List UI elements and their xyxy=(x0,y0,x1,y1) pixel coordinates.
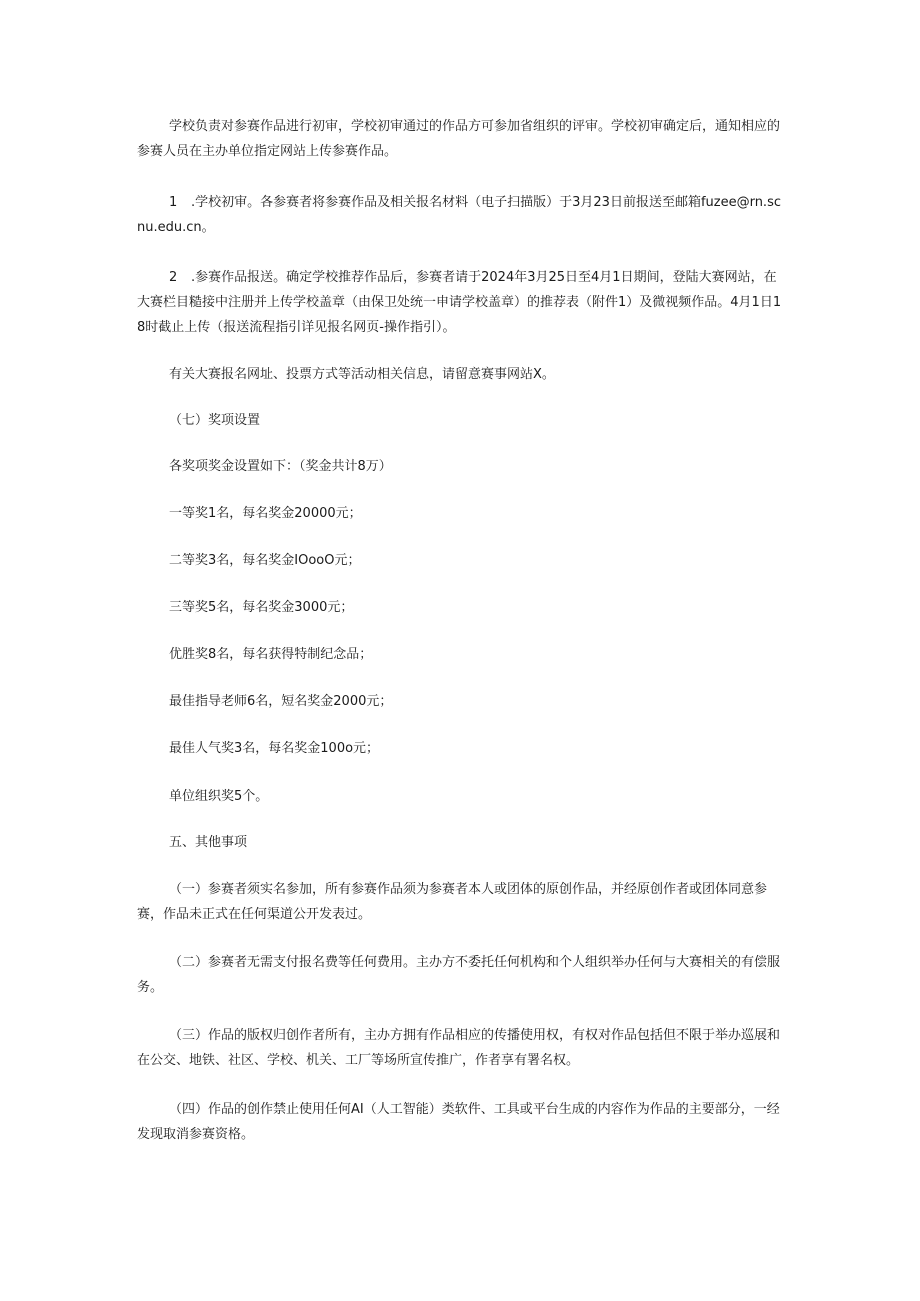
award-item: 单位组织奖5个。 xyxy=(169,789,269,804)
step-2-number: 2 xyxy=(169,270,178,285)
other-item: （一）参赛者须实名参加，所有参赛作品须为参赛者本人或团体的原创作品，并经原创作者或团体同意参赛，作品未正式在任何渠道公开发表过。 xyxy=(137,882,768,922)
award-item: 一等奖1名，每名奖金20000元； xyxy=(169,506,362,521)
step-1-paragraph xyxy=(137,190,787,240)
awards-intro: 各奖项奖金设置如下：（奖金共计8万） xyxy=(169,459,392,474)
award-item: 最佳人气奖3名，每名奖金100o元； xyxy=(169,741,380,756)
other-item: （二）参赛者无需支付报名费等任何费用。主办方不委托任何机构和个人组织举办任何与大赛相关的有偿服务。 xyxy=(137,955,781,995)
step-2-paragraph xyxy=(137,265,787,340)
other-item: （三）作品的版权归创作者所有，主办方拥有作品相应的传播使用权，有权对作品包括但不限于举办巡展和在公交、地铁、社区、学校、机关、工厂等场所宣传推广，作者享有署名权。 xyxy=(137,1028,781,1068)
award-item: 优胜奖8名，每名获得特制纪念品； xyxy=(169,647,373,662)
info-note: 有关大赛报名网址、投票方式等活动相关信息，请留意赛事网站X。 xyxy=(169,367,555,382)
step-1-number: 1 xyxy=(169,195,178,210)
intro-paragraph: 学校负责对参赛作品进行初审，学校初审通过的作品方可参加省组织的评审。学校初审确定后，通知相应的参赛人员在主办单位指定网站上传参赛作品。 xyxy=(137,119,781,159)
award-item: 三等奖5名，每名奖金3000元； xyxy=(169,600,354,615)
step-1-text: .学校初审。各参赛者将参赛作品及相关报名材料（电子扫描版）于3月23日前报送至邮箱fuzee@rn.scnu.edu.cn。 xyxy=(137,195,781,235)
award-item: 二等奖3名，每名奖金IOooO元； xyxy=(169,553,361,568)
step-2-text: .参赛作品报送。确定学校推荐作品后，参赛者请于2024年3月25日至4月1日期间，登陆大赛网站，在大赛栏目糙接中注册并上传学校盖章（由保卫处统一申请学校盖章）的推荐表（附件1）及微视频作品。4月1日18时截止上传（报送流程指引详见报名网页-操作指引）。 xyxy=(137,270,782,335)
award-item: 最佳指导老师6名，短名奖金2000元； xyxy=(169,694,393,709)
section-heading-awards: （七）奖项设置 xyxy=(169,413,261,428)
other-item: （四）作品的创作禁止使用任何AI（人工智能）类软件、工具或平台生成的内容作为作品的主要部分，一经发现取消参赛资格。 xyxy=(137,1102,780,1142)
section-heading-other: 五、其他事项 xyxy=(169,835,248,850)
